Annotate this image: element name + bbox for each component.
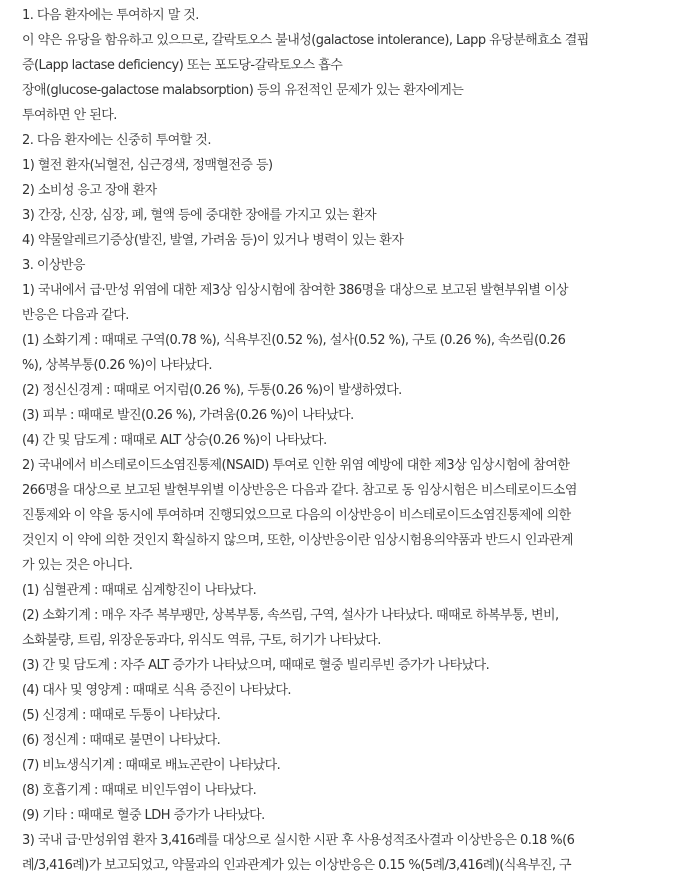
adverse-reactions-text: %), 상복부통(0.26 %)이 나타났다. xyxy=(22,358,212,373)
adverse-reactions-heading: 3. 이상반응 xyxy=(22,258,85,273)
contraindication-text: 증(Lapp lactase deficiency) 또는 포도당-갈락토오스 흡수 xyxy=(22,58,343,73)
adverse-reactions-text: (2) 소화기계 : 매우 자주 복부팽만, 상복부통, 속쓰림, 구역, 설사가 나타났다. 때때로 하복부통, 변비, xyxy=(22,608,559,623)
caution-heading: 2. 다음 환자에는 신중히 투여할 것. xyxy=(22,133,211,148)
contraindication-text: 이 약은 유당을 함유하고 있으므로, 갈락토오스 불내성(galactose intolerance), Lapp 유당분해효소 결핍 xyxy=(22,33,589,48)
adverse-reactions-text: (1) 심혈관계 : 때때로 심계항진이 나타났다. xyxy=(22,583,257,598)
adverse-reactions-text: (8) 호흡기계 : 때때로 비인두염이 나타났다. xyxy=(22,783,257,798)
adverse-reactions-text: 가 있는 것은 아니다. xyxy=(22,558,133,573)
adverse-reactions-text: (3) 간 및 담도계 : 자주 ALT 증가가 나타났으며, 때때로 혈중 빌리루빈 증가가 나타났다. xyxy=(22,658,490,673)
adverse-reactions-text: 소화불량, 트림, 위장운동과다, 위식도 역류, 구토, 허기가 나타났다. xyxy=(22,633,381,648)
adverse-reactions-text: 1) 국내에서 급·만성 위염에 대한 제3상 임상시험에 참여한 386명을 대상으로 보고된 발현부위별 이상 xyxy=(22,283,569,298)
adverse-reactions-text: (7) 비뇨생식기계 : 때때로 배뇨곤란이 나타났다. xyxy=(22,758,281,773)
caution-item: 2) 소비성 응고 장애 환자 xyxy=(22,183,157,198)
adverse-reactions-text: 례/3,416례)가 보고되었고, 약물과의 인과관계가 있는 이상반응은 0.15 %(5례/3,416례)(식욕부진, 구 xyxy=(22,858,572,873)
adverse-reactions-text: 것인지 이 약에 의한 것인지 확실하지 않으며, 또한, 이상반응이란 임상시험용의약품과 반드시 인과관계 xyxy=(22,533,573,548)
adverse-reactions-text: 반응은 다음과 같다. xyxy=(22,308,129,323)
adverse-reactions-text: (6) 정신계 : 때때로 불면이 나타났다. xyxy=(22,733,221,748)
adverse-reactions-text: (2) 정신신경계 : 때때로 어지럼(0.26 %), 두통(0.26 %)이 발생하였다. xyxy=(22,383,402,398)
adverse-reactions-text: (5) 신경계 : 때때로 두통이 나타났다. xyxy=(22,708,221,723)
adverse-reactions-text: 3) 국내 급·만성위염 환자 3,416례를 대상으로 실시한 시판 후 사용성적조사결과 이상반응은 0.18 %(6 xyxy=(22,833,575,848)
contraindication-text: 장애(glucose-galactose malabsorption) 등의 유전적인 문제가 있는 환자에게는 xyxy=(22,83,464,98)
adverse-reactions-text: 진통제와 이 약을 동시에 투여하며 진행되었으므로 다음의 이상반응이 비스테로이드소염진통제에 의한 xyxy=(22,508,571,523)
contraindication-heading: 1. 다음 환자에는 투여하지 말 것. xyxy=(22,8,199,23)
contraindication-text: 투여하면 안 된다. xyxy=(22,108,117,123)
caution-item: 4) 약물알레르기증상(발진, 발열, 가려움 등)이 있거나 병력이 있는 환자 xyxy=(22,233,404,248)
document-body xyxy=(0,3,681,878)
adverse-reactions-text: (4) 대사 및 영양계 : 때때로 식욕 증진이 나타났다. xyxy=(22,683,291,698)
adverse-reactions-text: (4) 간 및 담도계 : 때때로 ALT 상승(0.26 %)이 나타났다. xyxy=(22,433,327,448)
adverse-reactions-text: (1) 소화기계 : 때때로 구역(0.78 %), 식욕부진(0.52 %), 설사(0.52 %), 구토 (0.26 %), 속쓰림(0.26 xyxy=(22,333,566,348)
caution-item: 3) 간장, 신장, 심장, 폐, 혈액 등에 중대한 장애를 가지고 있는 환자 xyxy=(22,208,377,223)
adverse-reactions-text: (9) 기타 : 때때로 혈중 LDH 증가가 나타났다. xyxy=(22,808,265,823)
adverse-reactions-text: (3) 피부 : 때때로 발진(0.26 %), 가려움(0.26 %)이 나타났다. xyxy=(22,408,354,423)
adverse-reactions-text: 2) 국내에서 비스테로이드소염진통제(NSAID) 투여로 인한 위염 예방에 대한 제3상 임상시험에 참여한 xyxy=(22,458,570,473)
caution-item: 1) 혈전 환자(뇌혈전, 심근경색, 정맥혈전증 등) xyxy=(22,158,273,173)
adverse-reactions-text: 266명을 대상으로 보고된 발현부위별 이상반응은 다음과 같다. 참고로 동 임상시험은 비스테로이드소염 xyxy=(22,483,577,498)
